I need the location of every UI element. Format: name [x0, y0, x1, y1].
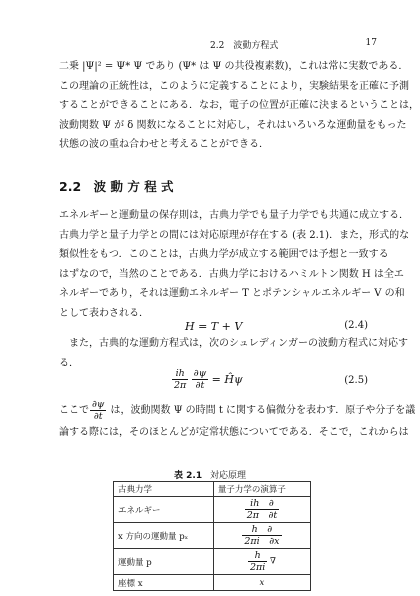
cell-operator [213, 549, 310, 575]
equation-rhs: = Ĥψ [211, 373, 243, 386]
text-line: また，古典的な運動方程式は，次のシュレディンガーの波動方程式に対応す [59, 338, 408, 349]
equation-number: (2.4) [344, 320, 368, 331]
paragraph-2 [59, 206, 410, 324]
text-line: エネルギーと運動量の保存則は，古典力学でも量子力学でも共通に成立する． [59, 210, 409, 221]
cell-classical: 運動量 p [114, 549, 214, 575]
operator-fraction [248, 550, 267, 573]
fraction-denominator: ∂t [93, 411, 103, 422]
text-line: この理論の正統性は，このように定義することにより，実験結果を正確に予測 [59, 80, 409, 92]
fraction-denominator: 2π ∂t [246, 510, 278, 521]
text-line: はずなので，当然のことである．古典力学におけるハミルトン関数 H は全エ [59, 268, 404, 280]
table-caption-label: 表 2.1 [174, 471, 203, 481]
text-line: 波動関数 Ψ が δ 関数になることに対応し，それはいろいろな運動量をもった [59, 119, 407, 131]
paragraph-1 [59, 57, 419, 155]
column-header-classical: 古典力学 [114, 482, 214, 497]
cell-operator [213, 497, 310, 523]
text-line: 古典力学と量子力学との間には対応原理が存在する (表 2.1)．また，形式的な [59, 229, 410, 241]
header-section-title: 2.2 波動方程式 [210, 41, 279, 51]
table-caption-text: 対応原理 [209, 471, 246, 481]
table-header-row [114, 482, 311, 497]
text-line: ネルギーであり，それは運動エネルギー T とポテンシャルエネルギー V の和 [59, 288, 405, 300]
fraction-numerator: h ∂ [242, 524, 281, 536]
cell-classical: x 方向の運動量 pₓ [114, 523, 214, 549]
equation-number: (2.5) [344, 375, 368, 386]
fraction-numerator: ∂ψ [193, 368, 207, 379]
text-line [59, 399, 416, 423]
table-row [114, 575, 311, 591]
cell-classical: 座標 x [114, 575, 214, 591]
fraction-numerator: ih ∂ [245, 498, 280, 510]
text-line: 類似性をもつ．このことは，古典力学が成立する範囲では予想と一致する [59, 249, 389, 261]
fraction-numerator: ∂ψ [92, 399, 105, 410]
column-header-quantum: 量子力学の演算子 [213, 482, 310, 497]
running-header [0, 38, 420, 50]
text-line: る． [59, 357, 79, 369]
text-line: 二乗 |Ψ|² = Ψ* Ψ であり (Ψ* は Ψ の共役複素数)，これは常に実数である． [59, 61, 409, 72]
fraction-dpsi-dt [90, 399, 106, 422]
fraction-numerator: h [248, 550, 267, 562]
fraction-denominator: 2πi ∂x [244, 536, 280, 547]
text-line: することができることにある．なお，電子の位置が正確に決まるということは， [59, 100, 419, 112]
fraction-dpsi-dt [192, 368, 208, 391]
fraction-numerator: ih [172, 368, 188, 380]
cell-classical: エネルギー [114, 497, 214, 523]
table-row [114, 549, 311, 575]
correspondence-table [113, 481, 311, 591]
operator-fraction [242, 524, 281, 547]
page-number: 17 [365, 38, 377, 48]
equation-body: H = T + V [185, 320, 243, 333]
table-caption [0, 468, 420, 481]
paragraph-4 [59, 399, 416, 443]
text-line: 論する際には，そのほとんどが定常状態についてである．そこで，これからは [59, 427, 409, 438]
fraction-ih-2pi [172, 368, 188, 391]
equation-2-5 [0, 368, 420, 398]
text-prefix: ここで [59, 405, 89, 416]
text-line: 状態の波の重ね合わせと考えることができる． [59, 139, 269, 151]
table-row [114, 523, 311, 549]
fraction-denominator: 2πi [249, 562, 266, 573]
cell-operator: x [213, 575, 310, 591]
fraction-denominator: 2π [174, 380, 187, 391]
text-rest: は，波動関数 Ψ の時間 t に関する偏微分を表わす．原子や分子を議 [107, 405, 416, 416]
operator-fraction [245, 498, 280, 521]
fraction-denominator: ∂t [195, 380, 205, 391]
table-row [114, 497, 311, 523]
nabla-symbol: ∇ [270, 556, 276, 567]
text-line: として表わされる． [59, 307, 149, 319]
section-heading: 2.2 波 動 方 程 式 [59, 179, 174, 194]
cell-operator [213, 523, 310, 549]
